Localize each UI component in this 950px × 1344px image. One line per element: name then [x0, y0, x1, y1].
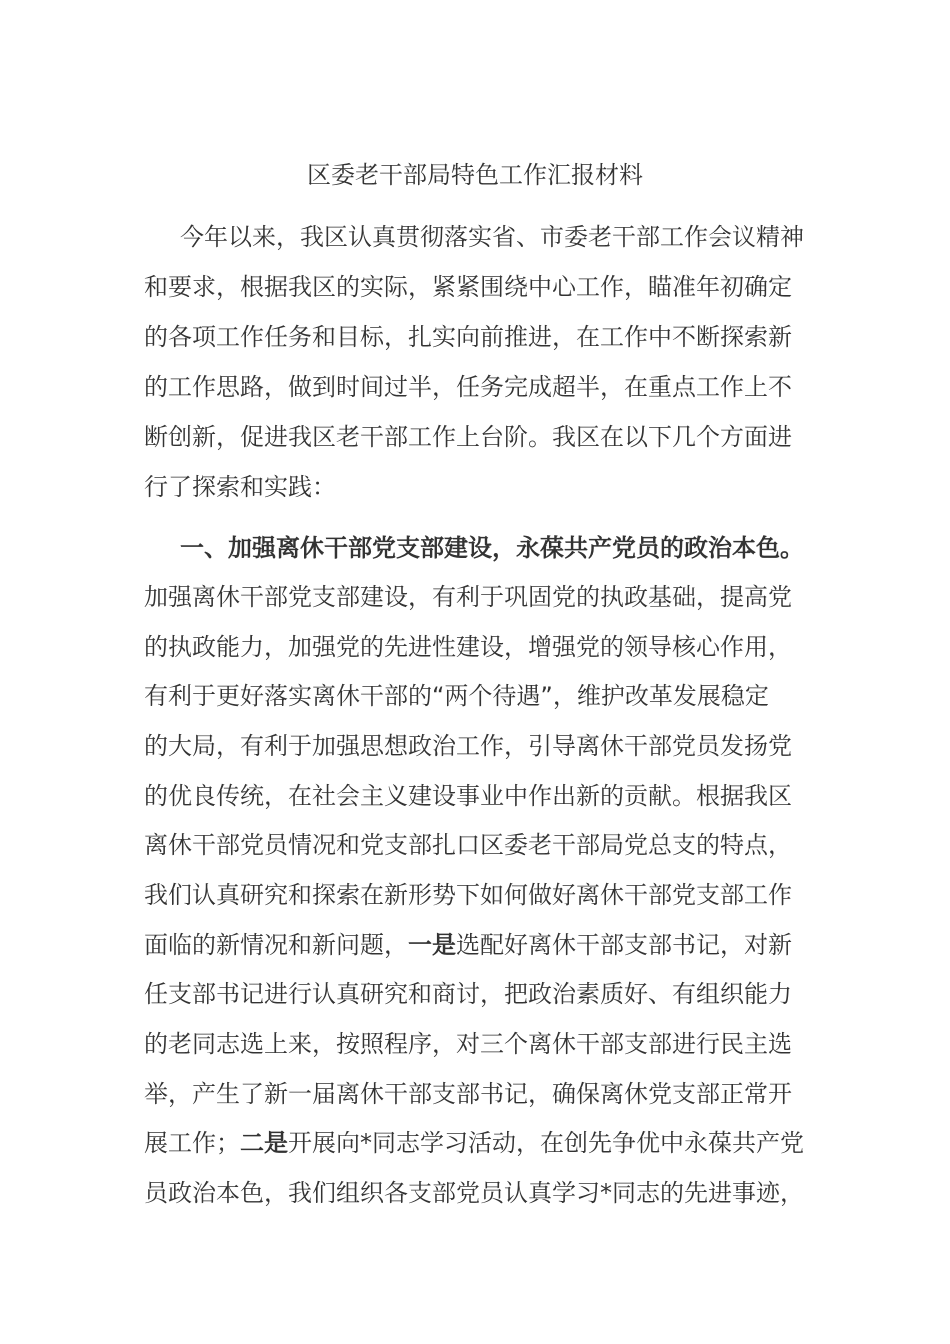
paragraph-line: 加强离休干部党支部建设，有利于巩固党的执政基础，提高党 — [144, 583, 792, 611]
emphasis-text: 一是 — [408, 931, 456, 959]
paragraph-line: 举，产生了新一届离休干部支部书记，确保离休党支部正常开 — [144, 1080, 792, 1108]
paragraph-line: 有利于更好落实离休干部的“两个待遇”，维护改革发展稳定 — [144, 682, 769, 710]
paragraph-line: 的优良传统，在社会主义建设事业中作出新的贡献。根据我区 — [144, 782, 792, 810]
paragraph-line — [144, 1123, 814, 1163]
line-text: 开展向*同志学习活动，在创先争优中永葆共产党 — [288, 1129, 804, 1157]
section-heading: 一、加强离休干部党支部建设，永葆共产党员的政治本色。 — [180, 534, 804, 562]
line-text: 展工作； — [144, 1129, 240, 1157]
paragraph-line: 离休干部党员情况和党支部扎口区委老干部局党总支的特点， — [144, 831, 792, 859]
paragraph-line: 的老同志选上来，按照程序，对三个离休干部支部进行民主选 — [144, 1030, 792, 1058]
document-title: 区委老干部局特色工作汇报材料 — [307, 161, 643, 189]
paragraph-line: 和要求，根据我区的实际，紧紧围绕中心工作，瞄准年初确定 — [144, 273, 792, 301]
paragraph-line: 任支部书记进行认真研究和商讨，把政治素质好、有组织能力 — [144, 980, 792, 1008]
emphasis-text: 二是 — [240, 1129, 288, 1157]
line-text: 面临的新情况和新问题， — [144, 931, 408, 959]
paragraph-line: 的工作思路，做到时间过半，任务完成超半，在重点工作上不 — [144, 373, 792, 401]
paragraph-line: 员政治本色，我们组织各支部党员认真学习*同志的先进事迹， — [144, 1179, 804, 1207]
paragraph-line: 断创新，促进我区老干部工作上台阶。我区在以下几个方面进 — [144, 423, 792, 451]
paragraph-line: 的执政能力，加强党的先进性建设，增强党的领导核心作用， — [144, 633, 792, 661]
paragraph-line: 我们认真研究和探索在新形势下如何做好离休干部党支部工作 — [144, 881, 792, 909]
paragraph-line: 的各项工作任务和目标，扎实向前推进，在工作中不断探索新 — [144, 323, 792, 351]
paragraph-line — [144, 925, 814, 965]
paragraph-line: 的大局，有利于加强思想政治工作，引导离休干部党员发扬党 — [144, 732, 792, 760]
paragraph-line: 今年以来，我区认真贯彻落实省、市委老干部工作会议精神 — [180, 223, 804, 251]
paragraph-line: 行了探索和实践： — [144, 473, 336, 501]
line-text: 选配好离休干部支部书记，对新 — [456, 931, 792, 959]
